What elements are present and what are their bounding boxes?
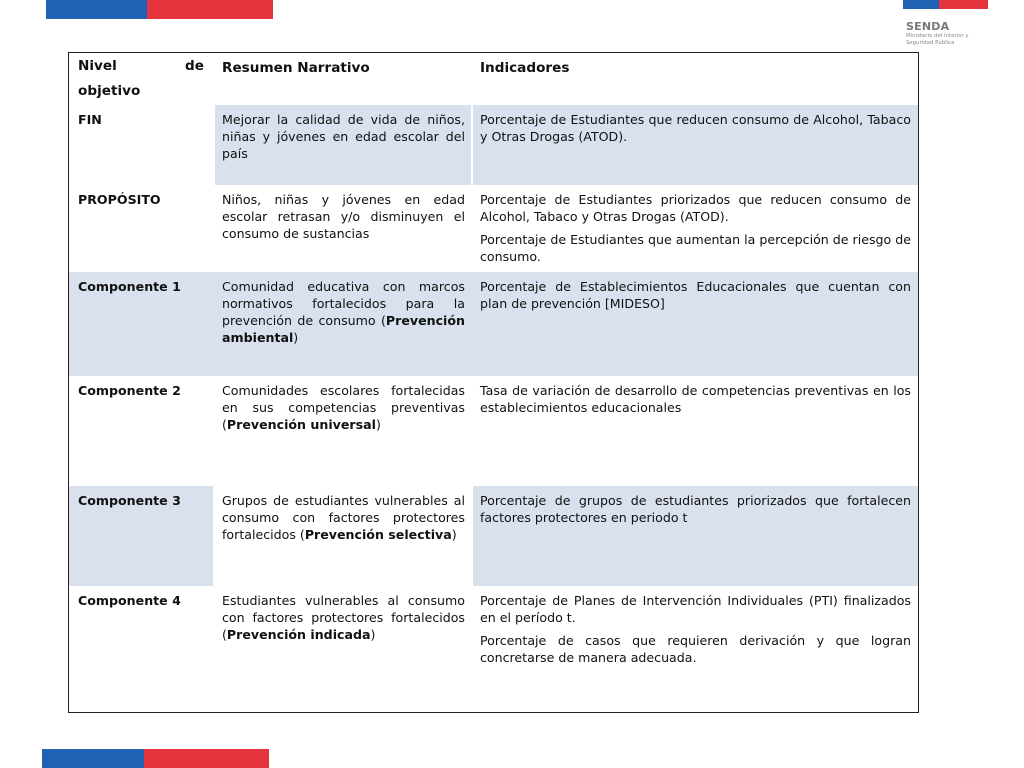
summary-end: ) bbox=[293, 330, 299, 345]
corner-red-stripe bbox=[939, 0, 988, 9]
top-red-stripe bbox=[147, 0, 273, 19]
top-blue-stripe bbox=[46, 0, 147, 19]
indicator-text: Porcentaje de casos que requieren derivación y que logran concretarse de manera adecuada. bbox=[480, 633, 911, 665]
header-row bbox=[69, 53, 918, 105]
level-cell: Componente 4 bbox=[78, 593, 181, 608]
indicators-cell bbox=[473, 586, 918, 712]
senda-logo bbox=[906, 21, 969, 47]
summary-end: ) bbox=[370, 627, 376, 642]
indicators-cell bbox=[473, 486, 918, 586]
header-summary: Resumen Narrativo bbox=[222, 60, 370, 76]
summary-cell bbox=[215, 486, 471, 586]
bottom-blue-stripe bbox=[42, 749, 144, 768]
table-row bbox=[69, 486, 918, 586]
logo-line-2: Seguridad Pública bbox=[906, 40, 955, 46]
summary-cell bbox=[215, 586, 471, 712]
indicator-text: Tasa de variación de desarrollo de competencias preventivas en los establecimientos educacionales bbox=[480, 383, 911, 415]
summary-cell: Mejorar la calidad de vida de niños, niñas y jóvenes en edad escolar del país bbox=[215, 105, 471, 185]
table-row bbox=[69, 376, 918, 486]
summary-cell bbox=[215, 376, 471, 486]
level-cell: FIN bbox=[78, 112, 102, 127]
objectives-table bbox=[68, 52, 919, 713]
indicator-text: Porcentaje de Establecimientos Educacionales que cuentan con plan de prevención [MIDESO] bbox=[480, 279, 911, 311]
corner-blue-stripe bbox=[903, 0, 939, 9]
table-row bbox=[69, 105, 918, 185]
header-level-word-3: objetivo bbox=[78, 83, 141, 99]
indicators-cell bbox=[473, 105, 918, 185]
logo-name: SENDA bbox=[906, 20, 950, 33]
summary-bold-text: Prevención indicada bbox=[226, 627, 371, 642]
summary-text: Comunidades escolares fortalecidas en sus competencias preventivas ( bbox=[222, 383, 465, 432]
header-level-word-2: de bbox=[185, 58, 204, 74]
summary-end: ) bbox=[375, 417, 381, 432]
table-row bbox=[69, 185, 918, 272]
logo-line-1: Ministerio del Interior y bbox=[906, 33, 969, 39]
level-cell: Componente 2 bbox=[78, 383, 181, 398]
table-row bbox=[69, 586, 918, 712]
summary-bold-text: Prevención ambiental bbox=[222, 313, 465, 345]
header-level-word-1: Nivel bbox=[78, 58, 117, 74]
indicator-text: Porcentaje de Estudiantes que reducen consumo de Alcohol, Tabaco y Otras Drogas (ATOD). bbox=[480, 112, 911, 144]
indicator-text: Porcentaje de Planes de Intervención Individuales (PTI) finalizados en el período t. bbox=[480, 593, 911, 625]
summary-cell: Niños, niñas y jóvenes en edad escolar retrasan y/o disminuyen el consumo de sustancias bbox=[222, 192, 465, 241]
indicator-text: Porcentaje de Estudiantes que aumentan la percepción de riesgo de consumo. bbox=[480, 232, 911, 264]
summary-text: Estudiantes vulnerables al consumo con factores protectores fortalecidos ( bbox=[222, 593, 465, 642]
bottom-red-stripe bbox=[144, 749, 269, 768]
summary-text: Grupos de estudiantes vulnerables al consumo con factores protectores fortalecidos ( bbox=[222, 493, 465, 542]
summary-bold-text: Prevención selectiva bbox=[304, 527, 452, 542]
level-cell: PROPÓSITO bbox=[78, 192, 161, 207]
summary-text: Comunidad educativa con marcos normativos fortalecidos para la prevención de consumo ( bbox=[222, 279, 465, 328]
indicators-cell bbox=[473, 376, 918, 486]
summary-end: ) bbox=[451, 527, 457, 542]
indicator-text: Porcentaje de grupos de estudiantes priorizados que fortalecen factores protectores en periodo t bbox=[480, 493, 911, 525]
indicators-cell bbox=[473, 272, 918, 376]
level-cell: Componente 3 bbox=[69, 486, 213, 586]
indicators-cell bbox=[473, 185, 918, 272]
header-indicators: Indicadores bbox=[480, 60, 570, 76]
level-cell: Componente 1 bbox=[78, 279, 181, 294]
table-row bbox=[69, 272, 918, 376]
summary-bold-text: Prevención universal bbox=[226, 417, 376, 432]
indicator-text: Porcentaje de Estudiantes priorizados que reducen consumo de Alcohol, Tabaco y Otras Drogas (ATOD). bbox=[480, 192, 911, 224]
summary-cell bbox=[215, 272, 471, 376]
header-level bbox=[69, 53, 213, 105]
